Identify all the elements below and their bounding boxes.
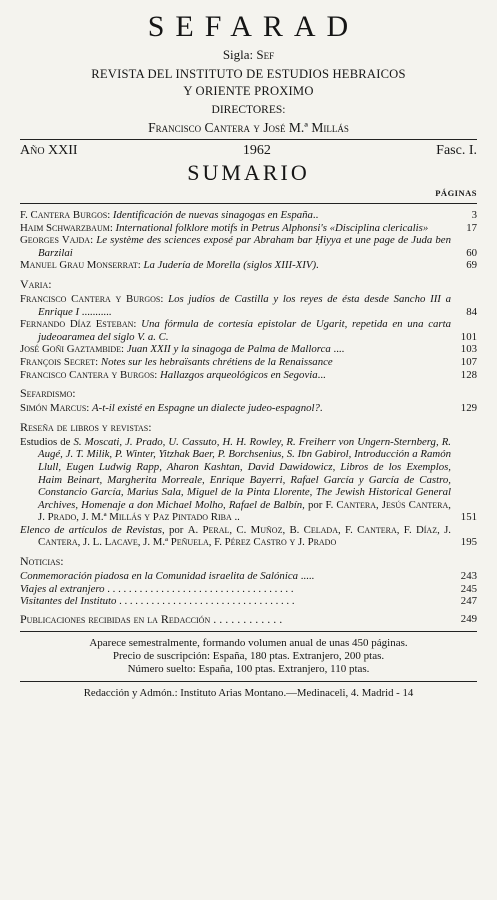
entry-title: Notes sur les hebraïsants chrétiens de la Renaissance xyxy=(100,355,333,368)
entry-title: International folklore motifs in Petrus Alphonsi's «Disciplina clericalis» xyxy=(115,221,429,234)
issue-date: 1962 xyxy=(242,143,271,158)
entry-page: 151 xyxy=(460,511,477,524)
directors-names: Francisco Cantera y José M.ª Millás xyxy=(148,120,349,135)
sigla-line xyxy=(20,47,477,63)
entry-leader: ... xyxy=(317,368,326,381)
entry-leader: .. xyxy=(234,511,240,524)
entry-leader: ........... xyxy=(81,305,112,318)
entry-title: Juan XXII y la sinagoga de Palma de Mallorca xyxy=(126,343,331,356)
articles-list xyxy=(20,209,477,272)
entry-author: Haim Schwarzbaum: xyxy=(20,221,113,234)
section-heading-noticias: Noticias: xyxy=(20,554,64,569)
issue-row xyxy=(20,142,477,159)
section-heading-varia: Varia: xyxy=(20,276,52,291)
entry-title: La Judería de Morella (siglos XIII-XIV) xyxy=(143,259,317,272)
entry-title: Hallazgos arqueológicos en Segovia xyxy=(160,368,318,381)
pages-column-label: PÁGINAS xyxy=(435,188,477,198)
toc-entry xyxy=(20,259,477,272)
entry-title: Visitantes del Instituto xyxy=(20,595,117,608)
entry-author: A. Peral, C. Muñoz, B. Celada, F. Cantera, F. Díaz, J. Cantera, J. L. Lacave, J. M.ª Peñuela, F. Pérez Castro y J. Prado xyxy=(38,523,451,549)
entry-leader: . . . . . . . . . . . . . . . . . . . . . . . . . . . . . . . . . xyxy=(119,595,295,608)
toc-entry xyxy=(20,356,477,369)
issue-fascicle: Fasc. I. xyxy=(436,143,477,158)
sumario-heading: SUMARIO xyxy=(187,160,310,185)
toc-entry xyxy=(20,595,477,608)
entry-page: 128 xyxy=(460,368,477,381)
noticias-list xyxy=(20,570,477,608)
editorial-address: Redacción y Admón.: Instituto Arias Montano.—Medinaceli, 4. Madrid - 14 xyxy=(83,687,414,700)
entry-title: Elenco de artículos de Revistas, xyxy=(20,523,165,536)
toc-entry xyxy=(20,209,477,222)
toc-entry xyxy=(20,583,477,596)
entry-page: 101 xyxy=(460,330,477,343)
entry-leader: . xyxy=(316,259,319,272)
entry-title: Conmemoración piadosa en la Comunidad israelita de Salónica xyxy=(20,570,299,583)
entry-title: Los judíos de Castilla y los reyes de ésta desde Sancho III a Enrique I xyxy=(38,292,451,318)
entry-page: 129 xyxy=(460,402,477,415)
entry-author: Simón Marcus: xyxy=(20,402,90,415)
entry-page: 60 xyxy=(466,246,477,259)
section-heading-sefardismo: Sefardismo: xyxy=(20,386,76,401)
footer-rule xyxy=(20,631,477,632)
single-issue-price: Número suelto: España, 100 ptas. Extranjero, 110 ptas. xyxy=(127,663,370,676)
entry-title: Le système des sciences exposé par Abraham bar Ḥiyya et une page de Juda ben Barzilai xyxy=(38,234,451,259)
entry-author: François Secret: xyxy=(20,355,99,368)
issue-year: Año XXII xyxy=(20,143,78,158)
entry-page: 103 xyxy=(460,343,477,356)
toc-entry xyxy=(20,318,477,343)
entry-page: 17 xyxy=(466,221,477,234)
section-heading-resena: Reseña de libros y revistas: xyxy=(20,419,152,434)
entry-author: Francisco Cantera y Burgos: xyxy=(20,292,164,305)
entry-leader: . . . . . . . . . . . . . . . . . . . . . . . . . . . . . . . . . . . xyxy=(107,582,294,595)
toc-entry xyxy=(20,293,477,318)
section-heading-publicaciones: Publicaciones recibidas en la Redacción xyxy=(20,611,211,626)
entry-page: 3 xyxy=(471,209,477,221)
entry-leader: . . . . . . . . . . . . xyxy=(213,611,283,626)
entry-page: 243 xyxy=(460,570,477,583)
entry-page: 247 xyxy=(460,595,477,608)
entry-author: F. Cantera, Jesús Cantera, J. Prado, J. M.ª Millás y Paz Pintado Riba xyxy=(38,498,451,524)
entry-title: S. Moscati, J. Prado, U. Cassuto, H. H. Rowley, R. Freiherr von Ungern-Sternberg, R. Augé, J. T. Milik, P. Winter, Yitzhak Baer, P. Borchsenius, S. Ibn Gabirol, Introducción a Ramón Llull, Eugen Ludwig Rapp, Aharon Kashtan, David Dawidowicz, Libros de los Exemplos, Haim Beinart, Margherita Morreale, Enrique Bayerri, Rafael García y García de Castro, Constancio García, Marius Sala, Miguel de la Pinta Llorente, The Jewish Historical General Archives, Homenaje a don Michael Molho, Rafael de Balbín, xyxy=(38,435,451,511)
entry-title: Una fórmula de cortesía epistolar de Ugarit, repetida en una carta judeoaramea del siglo V. a. C. xyxy=(38,318,451,343)
entry-author: Manuel Grau Monserrat: xyxy=(20,259,141,272)
entry-page: 249 xyxy=(460,612,477,625)
entry-author: F. Cantera Burgos: xyxy=(20,209,111,221)
directors-label: DIRECTORES: xyxy=(211,104,286,116)
entry-author: Francisco Cantera y Burgos: xyxy=(20,368,158,381)
address-rule xyxy=(20,681,477,682)
resena-list xyxy=(20,436,477,549)
publication-frequency: Aparece semestralmente, formando volumen anual de unas 450 páginas. xyxy=(89,637,408,650)
header-rule xyxy=(20,139,477,140)
toc-entry xyxy=(20,343,477,356)
toc-entry xyxy=(20,402,477,415)
entry-title: Identificación de nuevas sinagogas en España xyxy=(112,209,313,221)
institution-line-2: Y ORIENTE PROXIMO xyxy=(183,84,314,98)
entry-leader: ..... xyxy=(300,570,315,583)
toc-entry-publicaciones xyxy=(20,613,477,626)
toc-entry xyxy=(20,369,477,382)
sigla-label: Sigla: xyxy=(222,47,254,62)
toc-entry xyxy=(20,222,477,235)
entry-page: 195 xyxy=(460,536,477,549)
entry-by: por xyxy=(169,523,184,536)
entry-page: 84 xyxy=(466,305,477,318)
toc-entry xyxy=(20,570,477,583)
toc-rule xyxy=(20,203,477,204)
journal-title: SEFARAD xyxy=(147,10,360,43)
entry-title: A-t-il existé en Espagne un dialecte judeo-espagnol? xyxy=(92,402,320,415)
entry-intro: Estudios de xyxy=(20,435,71,448)
institution-line-1: REVISTA DEL INSTITUTO DE ESTUDIOS HEBRAICOS xyxy=(91,67,406,81)
entry-by: por xyxy=(307,498,323,511)
sigla-value: Sef xyxy=(256,47,275,62)
entry-leader: .... xyxy=(333,343,345,356)
entry-page: 245 xyxy=(460,582,477,595)
entry-author: José Goñi Gaztambide: xyxy=(20,343,124,356)
sefardismo-list xyxy=(20,402,477,415)
varia-list xyxy=(20,293,477,381)
subscription-price: Precio de suscripción: España, 180 ptas. Extranjero, 200 ptas. xyxy=(112,650,385,663)
entry-page: 107 xyxy=(460,355,477,368)
toc-entry-book-reviews xyxy=(20,436,477,524)
entry-author: Georges Vajda: xyxy=(20,234,94,247)
entry-title: Viajes al extranjero xyxy=(20,582,105,595)
toc-entry-elenco xyxy=(20,524,477,549)
entry-page: 69 xyxy=(466,259,477,272)
entry-leader: . xyxy=(319,402,323,415)
entry-author: Fernando Díaz Esteban: xyxy=(20,318,137,331)
toc-entry xyxy=(20,234,477,259)
entry-leader: .. xyxy=(312,209,319,221)
